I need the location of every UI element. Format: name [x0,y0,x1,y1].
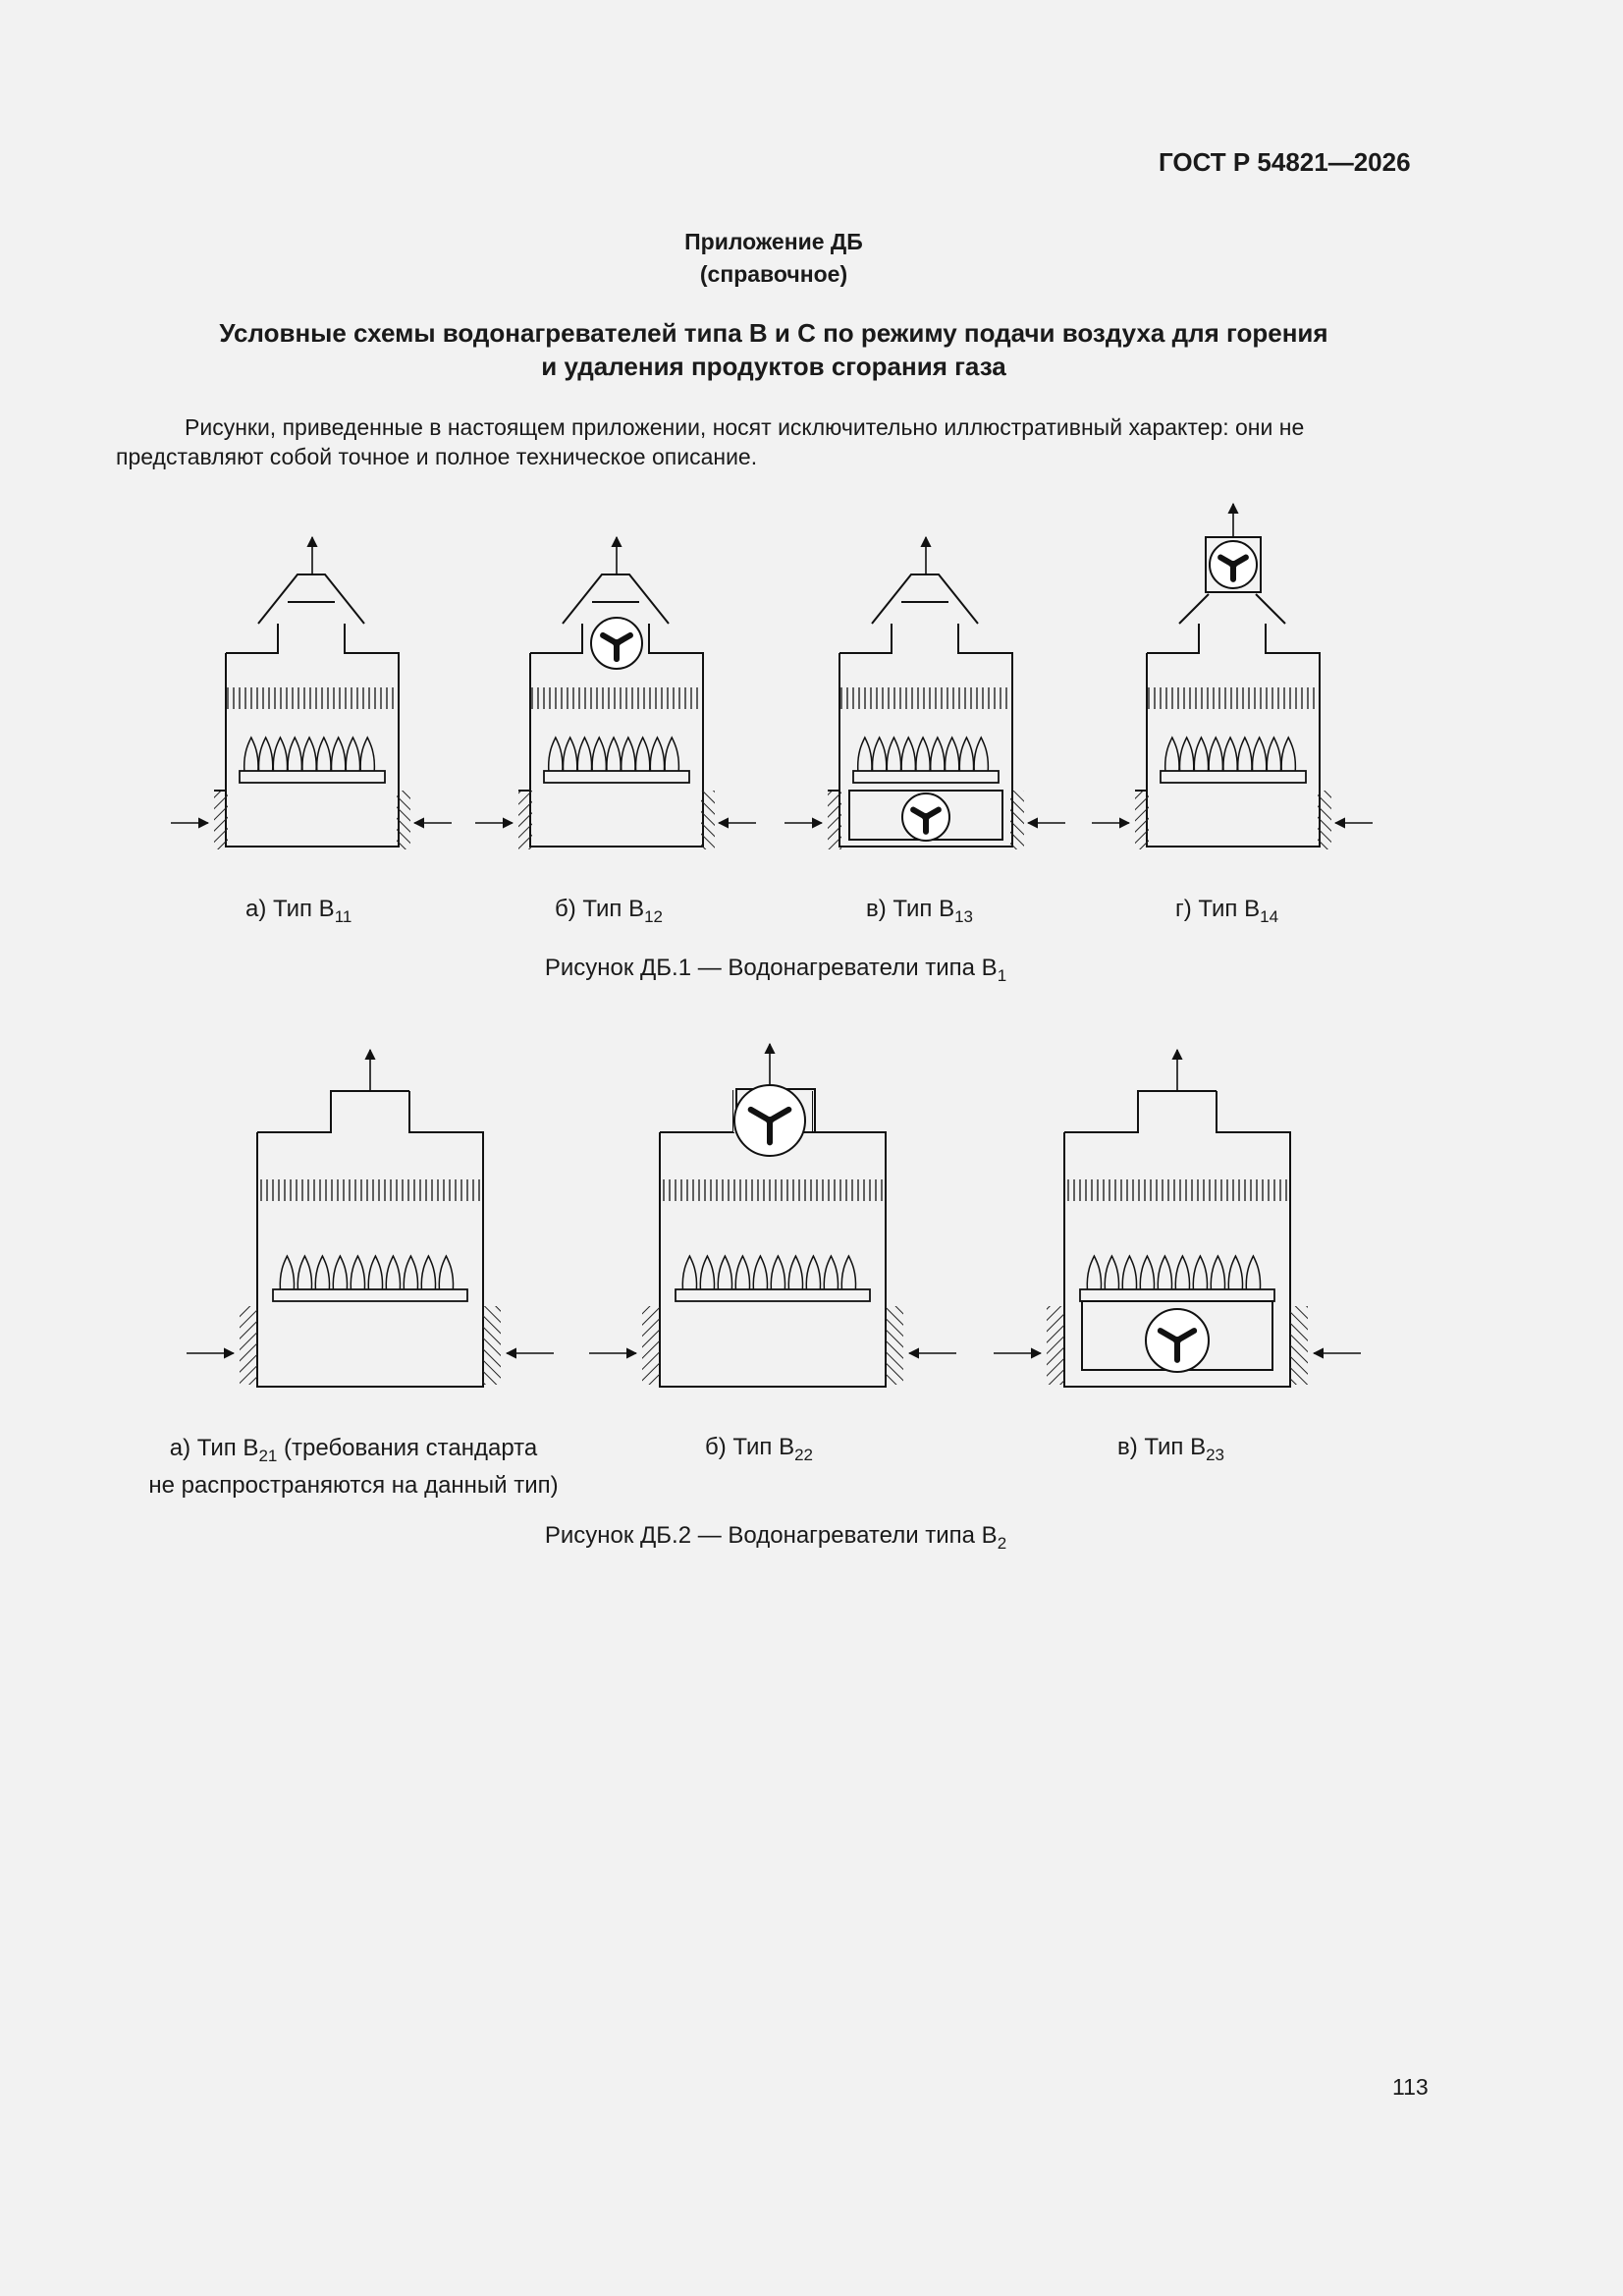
flame-icon [1223,738,1237,771]
draft-hood [1179,594,1209,624]
page-number: 113 [1392,2074,1429,2100]
flame-icon [1193,1256,1207,1289]
fig2-label-b21-line-2: не распространяются на данный тип) [148,1472,559,1499]
flame-icon [1267,738,1280,771]
fan-hub [613,639,621,647]
flame-icon [1105,1256,1118,1289]
draft-hood [258,574,364,624]
heat-exchanger [261,1179,479,1201]
flame-icon [1180,738,1194,771]
heater-diagram-b14 [1092,504,1373,849]
figure-1-caption-text: Рисунок ДБ.1 — Водонагреватели типа В [544,955,998,981]
air-grille [397,791,410,849]
burner-plate [240,771,385,783]
flame-icon [577,738,591,771]
fig2-label-b22-text: б) Тип В [705,1434,795,1460]
flame-icon [650,738,664,771]
flame-icon [244,738,258,771]
document-code: ГОСТ Р 54821—2026 [1159,147,1411,177]
fan-hub [766,1117,774,1124]
flame-icon [1140,1256,1154,1289]
figure-1-caption [0,955,1551,986]
figure-2-caption [0,1522,1551,1554]
burner-plate [676,1289,870,1301]
flame-icon [351,1256,364,1289]
flame-icon [1228,1256,1242,1289]
heater-diagram-b21 [187,1050,554,1387]
fig1-label-b13-text: в) Тип В [866,896,955,922]
flame-icon [718,1256,731,1289]
fig2-label-b21-sub: 21 [258,1447,278,1465]
flame-icon [735,1256,749,1289]
heat-exchanger [664,1179,882,1201]
flame-icon [439,1256,453,1289]
flame-icon [665,738,678,771]
heat-exchanger [228,687,393,709]
flame-icon [873,738,887,771]
flame-icon [700,1256,714,1289]
fig2-label-b22-sub: 22 [794,1446,814,1464]
flame-icon [1281,738,1295,771]
heater-neck [226,624,278,653]
burner-plate [544,771,689,783]
fig1-label-b14-text: г) Тип В [1175,896,1261,922]
air-grille [518,791,532,849]
heater-diagram-b13 [784,537,1065,849]
section-title-line-2: и удаления продуктов сгорания газа [541,352,1006,381]
air-grille [214,791,228,849]
heat-exchanger [1068,1179,1286,1201]
appendix-title: Приложение ДБ [684,229,863,254]
fan-hub [922,813,930,821]
flame-icon [404,1256,417,1289]
flame-icon [682,1256,696,1289]
flame-icon [946,738,959,771]
flame-icon [1211,1256,1224,1289]
fan-hub [1229,561,1237,569]
fig2-label-b21-text: а) Тип В [169,1435,259,1461]
flame-icon [824,1256,838,1289]
fig1-label-b13-sub: 13 [954,907,974,926]
flame-icon [1087,1256,1101,1289]
intro-line-1-text: Рисунки, приведенные в настоящем приложении, носят исключительно иллюстративный характер: они не [185,414,1305,440]
flame-icon [332,738,346,771]
fig2-label-b21 [128,1434,579,1501]
flame-icon [346,738,359,771]
flame-icon [592,738,606,771]
heater-neck [1147,624,1199,653]
flame-icon [959,738,973,771]
flame-icon [1122,1256,1136,1289]
appendix-subtitle: (справочное) [699,261,848,287]
fig1-label-b14-sub: 14 [1260,907,1279,926]
heater-diagram-b23 [994,1050,1361,1387]
flame-icon [273,738,287,771]
heat-exchanger [1149,687,1314,709]
figure-2-caption-sub: 2 [997,1534,1007,1553]
flame-icon [315,1256,329,1289]
heater-body [1147,624,1320,847]
flame-icon [931,738,945,771]
flame-icon [421,1256,435,1289]
flame-icon [1158,1256,1171,1289]
fan-hub [1173,1337,1181,1344]
fig2-label-b22 [705,1434,813,1465]
air-grille [1290,1306,1308,1385]
heat-exchanger [532,687,697,709]
flame-icon [288,738,301,771]
flame-icon [771,1256,784,1289]
fig1-label-b11-sub: 11 [334,907,352,926]
flame-icon [887,738,900,771]
fig1-label-b12-sub: 12 [644,907,664,926]
flame-icon [368,1256,382,1289]
air-grille [701,791,715,849]
fig1-label-b13 [866,896,973,927]
heater-diagram-b11 [171,537,452,849]
fig2-label-b23 [1117,1434,1224,1465]
air-grille [1135,791,1149,849]
air-grille [483,1306,501,1385]
heater-neck [1064,1091,1217,1132]
fig1-label-b11-text: а) Тип В [245,896,335,922]
flame-icon [916,738,930,771]
flame-icon [386,1256,400,1289]
flame-icon [360,738,374,771]
air-grille [828,791,841,849]
air-grille [886,1306,903,1385]
flame-icon [298,1256,311,1289]
heater-neck [530,624,582,653]
air-grille [1047,1306,1064,1385]
draft-hood [563,574,669,624]
burner-plate [1080,1289,1274,1301]
burner-plate [853,771,999,783]
intro-line-2: представляют собой точное и полное техническое описание. [116,444,758,469]
flame-icon [259,738,273,771]
heater-diagram-b22 [589,1044,956,1387]
heater-diagram-b12 [475,537,756,849]
flame-icon [1175,1256,1189,1289]
flame-icon [974,738,988,771]
flame-icon [806,1256,820,1289]
heater-neck [839,624,892,653]
flame-icon [564,738,577,771]
flame-icon [753,1256,767,1289]
flame-icon [1209,738,1222,771]
flame-icon [841,1256,855,1289]
air-grille [1010,791,1024,849]
fig2-label-b21-suffix: (требования стандарта [277,1435,538,1461]
flame-icon [636,738,650,771]
flame-icon [1238,738,1252,771]
flame-icon [788,1256,802,1289]
section-title-line-1: Условные схемы водонагревателей типа В и С по режиму подачи воздуха для горения [219,318,1328,348]
fig1-label-b12 [555,896,663,927]
draft-hood [1256,594,1285,624]
fig2-label-b23-sub: 23 [1206,1446,1225,1464]
air-grille [1318,791,1331,849]
fig2-label-b23-text: в) Тип В [1117,1434,1207,1460]
fig1-label-b12-text: б) Тип В [555,896,645,922]
heater-body [257,1091,483,1387]
flame-icon [280,1256,294,1289]
figure-1-caption-sub: 1 [997,966,1007,985]
burner-plate [273,1289,467,1301]
heater-neck [257,1091,409,1132]
flame-icon [622,738,635,771]
flame-icon [901,738,915,771]
flame-icon [549,738,563,771]
flame-icon [317,738,331,771]
burner-plate [1161,771,1306,783]
flame-icon [607,738,621,771]
heater-body [226,624,399,847]
fig1-label-b14 [1175,896,1278,927]
flame-icon [302,738,316,771]
flame-icon [1246,1256,1260,1289]
flame-icon [1194,738,1208,771]
flame-icon [1253,738,1267,771]
fig2-label-b21-line-1 [128,1434,579,1471]
draft-hood [872,574,978,624]
heat-exchanger [841,687,1006,709]
air-grille [240,1306,257,1385]
figure-2-caption-text: Рисунок ДБ.2 — Водонагреватели типа В [544,1522,998,1549]
flame-icon [333,1256,347,1289]
fig1-label-b11 [245,896,352,927]
flame-icon [1165,738,1179,771]
air-grille [642,1306,660,1385]
flame-icon [858,738,872,771]
